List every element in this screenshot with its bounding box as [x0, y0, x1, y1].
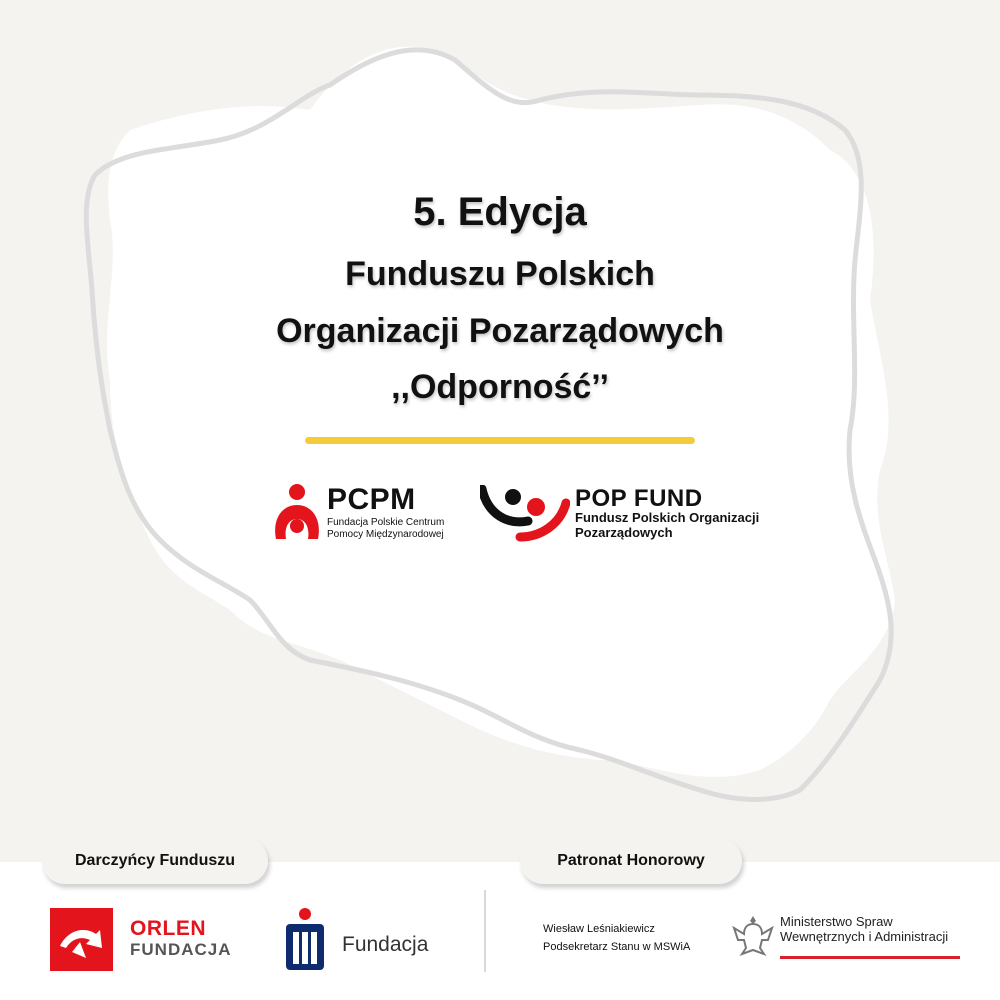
- patron-info: [543, 920, 690, 956]
- polish-eagle-icon: [732, 912, 774, 958]
- pko-logo-icon: [284, 906, 334, 972]
- ministry-logo: [732, 912, 972, 962]
- ministry-name: Ministerstwo Spraw Wewnętrznych i Administracji: [780, 914, 949, 944]
- patron-label: Patronat Honorowy: [520, 838, 742, 884]
- pcpm-logo-icon: [272, 483, 322, 541]
- footer-divider: [484, 890, 486, 972]
- pko-logo: [284, 906, 434, 972]
- pcpm-logo: [272, 483, 462, 543]
- yellow-underline: [305, 437, 695, 444]
- orlen-logo-icon: [50, 908, 113, 971]
- popfund-logo-icon: [480, 485, 570, 543]
- orlen-logo: [50, 908, 240, 972]
- pko-word: Fundacja: [342, 933, 429, 956]
- popfund-subtitle: Fundusz Polskich Organizacji Pozarządowych: [575, 510, 760, 540]
- pcpm-subtitle: Fundacja Polskie Centrum Pomocy Międzynarodowej: [327, 517, 445, 540]
- edition-title: 5. Edycja: [413, 190, 587, 234]
- ministry-red-line: [780, 956, 960, 959]
- title-line-3: ,,Odporność’’: [391, 368, 609, 406]
- pcpm-name: PCPM: [327, 483, 416, 516]
- popfund-name: POP FUND: [575, 485, 703, 512]
- orlen-subtitle: FUNDACJA: [130, 940, 232, 959]
- patron-person: Wiesław Leśniakiewicz: [543, 923, 655, 935]
- title-line-2: Organizacji Pozarządowych: [276, 312, 724, 350]
- map-fill: [107, 47, 895, 777]
- popfund-logo: [480, 485, 800, 545]
- orlen-name: ORLEN: [130, 917, 206, 940]
- donors-label: Darczyńcy Funduszu: [42, 838, 268, 884]
- patron-role: Podsekretarz Stanu w MSWiA: [543, 941, 691, 953]
- title-line-1: Funduszu Polskich: [345, 255, 655, 293]
